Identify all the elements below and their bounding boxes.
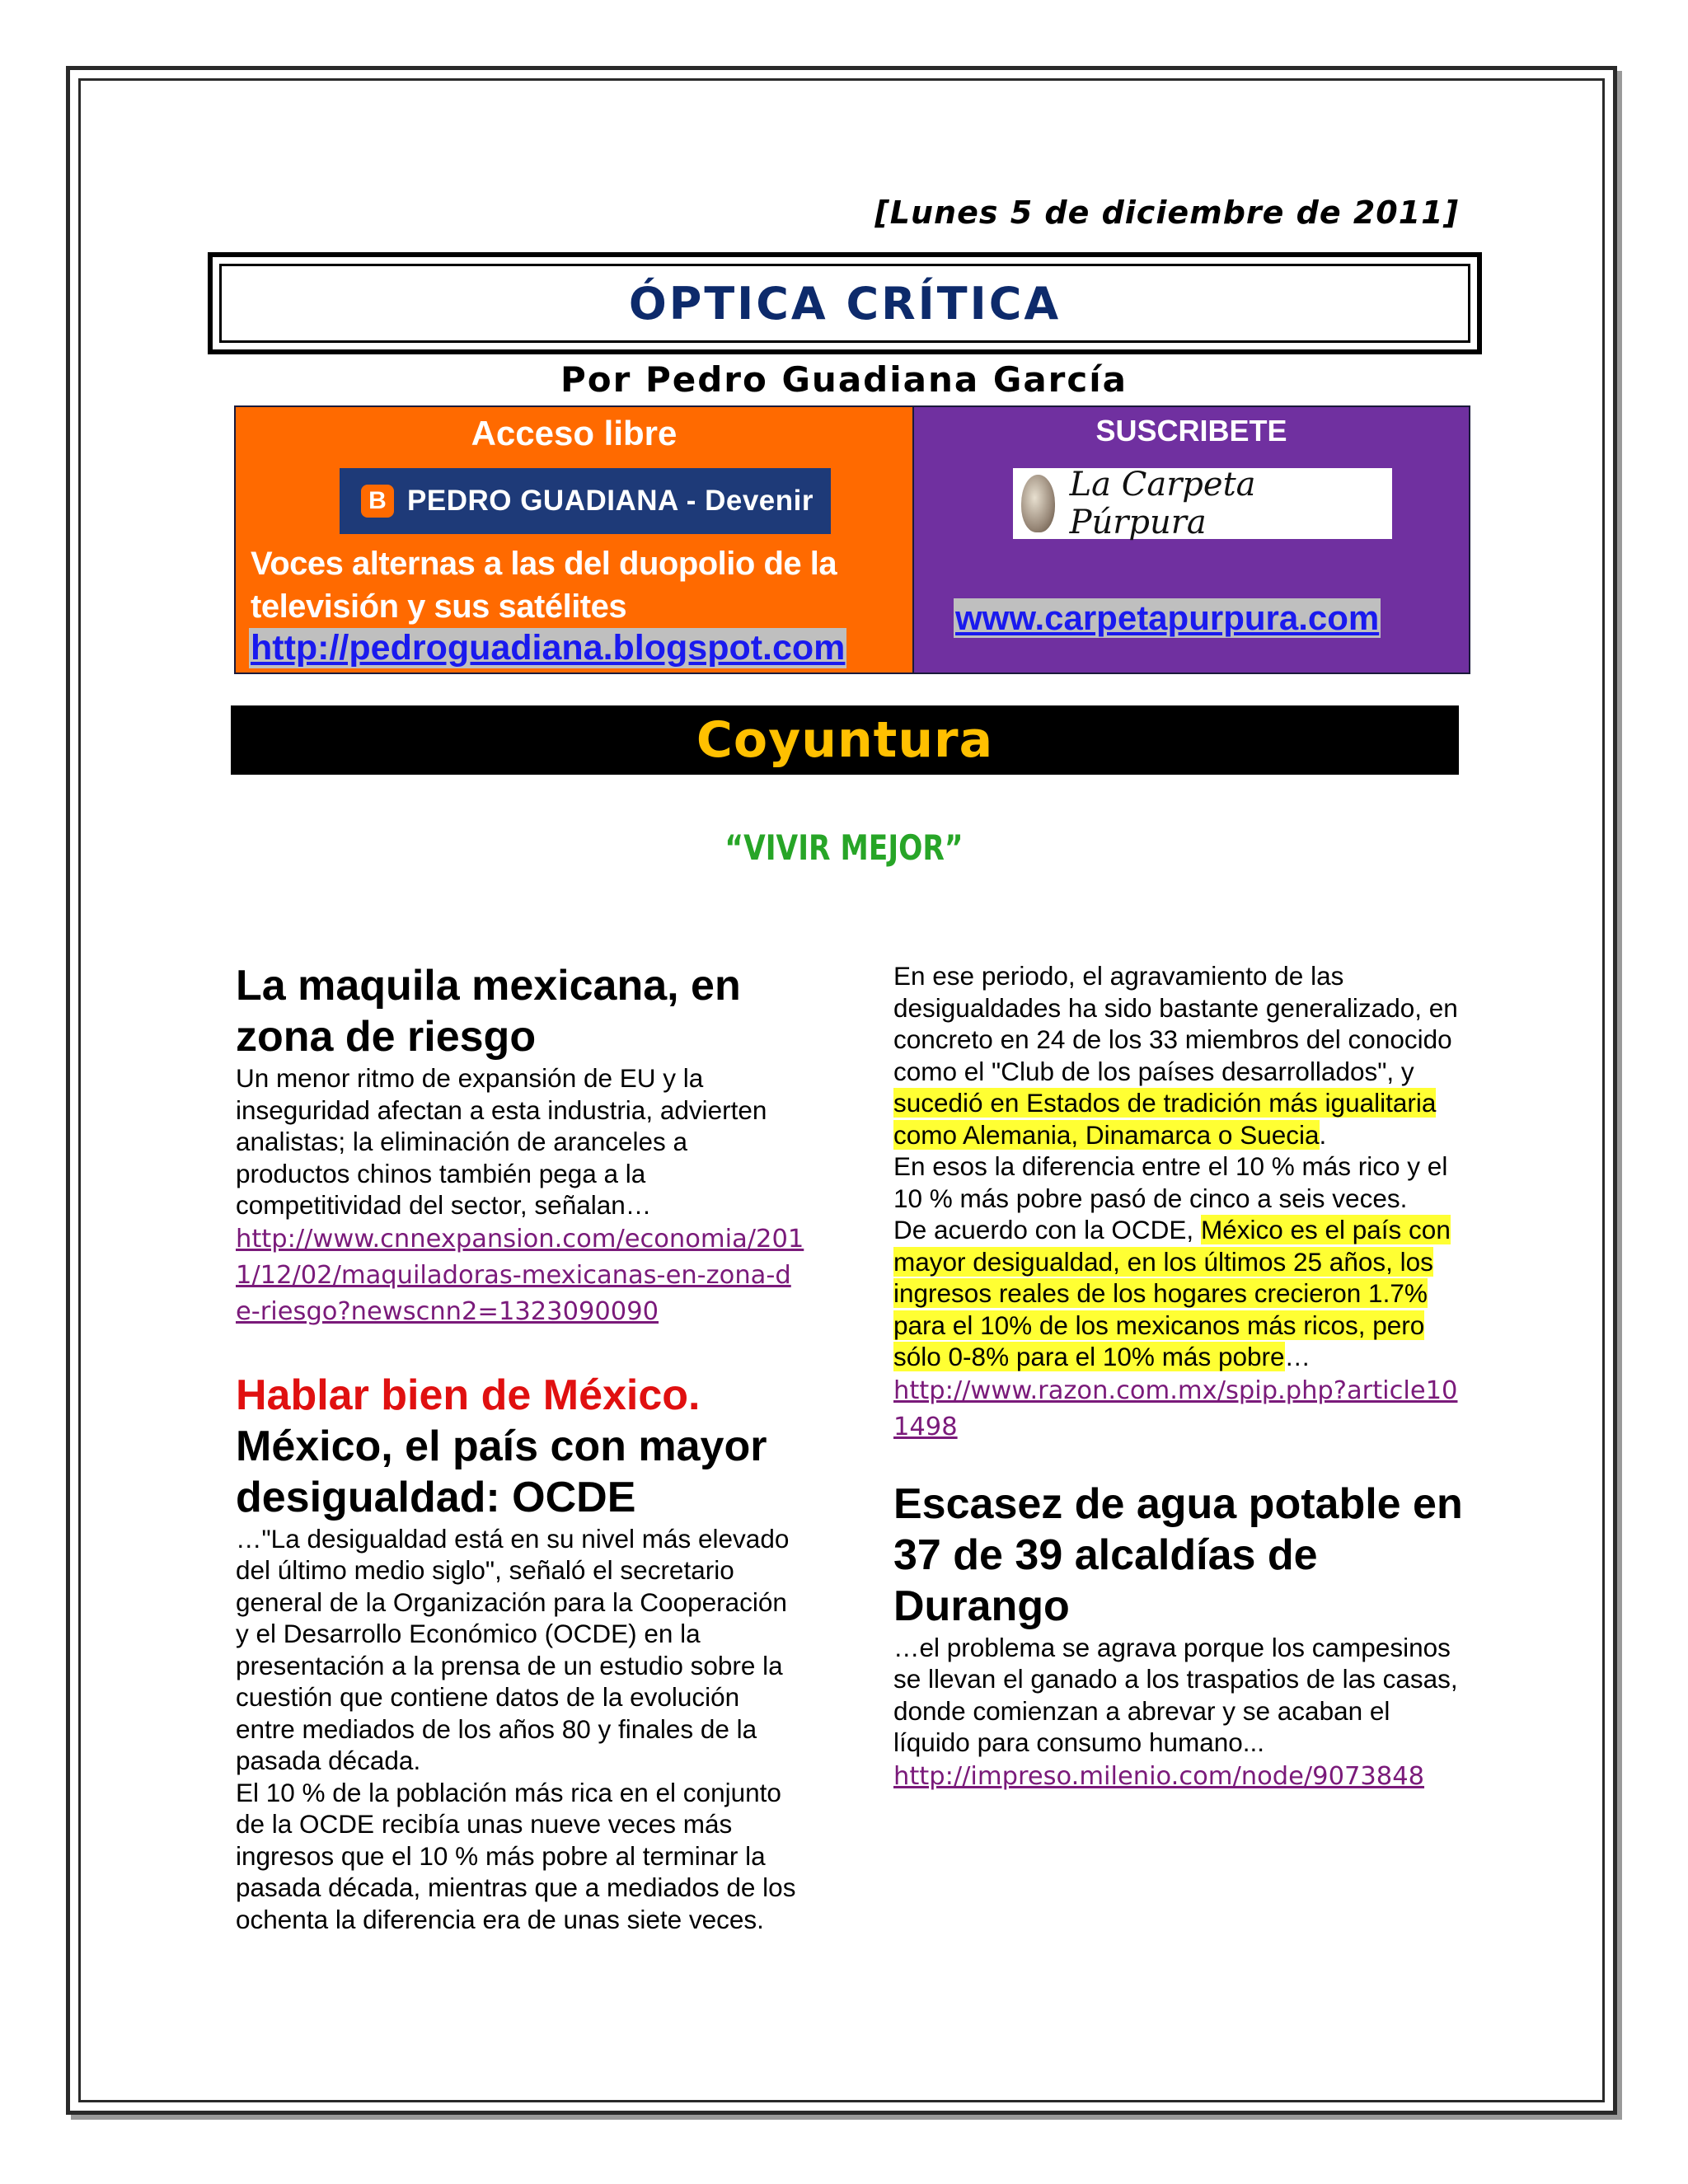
agua-body: …el problema se agrava porque los campesinos se llevan el ganado a los traspatios de las casas, donde comienzan a abrevar y se acaban el líquido para consumo humano...	[893, 1632, 1458, 1757]
left-column	[236, 960, 804, 1935]
section-subtitle: “VIVIR MEJOR”	[724, 827, 964, 868]
carpeta-link[interactable]: www.carpetapurpura.com	[955, 598, 1380, 637]
carpeta-logo-text: La Carpeta Púrpura	[1069, 466, 1256, 541]
desigualdad-headline: México, el país con mayor desigualdad: OCDE	[236, 1422, 767, 1521]
agua-link[interactable]: http://impreso.milenio.com/node/9073848	[893, 1761, 1425, 1791]
carpeta-purpura-logo[interactable]	[1013, 468, 1392, 539]
desigualdad-link[interactable]: http://www.razon.com.mx/spip.php?article101498	[893, 1376, 1458, 1441]
blogger-badge[interactable]	[340, 468, 831, 534]
desigualdad-paragraph-4: En esos la diferencia entre el 10 % más rico y el 10 % más pobre pasó de cinco a seis veces.	[893, 1151, 1448, 1213]
p3-text-b: .	[1319, 1119, 1327, 1150]
free-access-heading: Acceso libre	[471, 414, 678, 452]
p5-text-b: …	[1284, 1342, 1311, 1371]
publication-title: ÓPTICA CRÍTICA	[628, 277, 1062, 330]
p3-text-a: En ese periodo, el agravamiento de las desigualdades ha sido bastante generalizado, en concreto en 24 de los 33 miembros del conocido como el "Club de los países desarrollados", y	[893, 961, 1458, 1086]
maquila-headline: La maquila mexicana, en zona de riesgo	[236, 962, 741, 1061]
p5-text-a: De acuerdo con la OCDE,	[893, 1215, 1201, 1244]
desigualdad-paragraph-2: El 10 % de la población más rica en el conjunto de la OCDE recibía unas nueve veces más ingresos que el 10 % más pobre al terminar la pasada década, mientras que a mediados de los ochenta la diferencia era de unas siete veces.	[236, 1777, 796, 1934]
promo-tagline: Voces alternas a las del duopolio de la televisión y sus satélites	[251, 546, 837, 625]
promo-subscribe	[914, 407, 1469, 673]
title-box	[208, 252, 1482, 354]
blogger-icon: B	[361, 485, 394, 518]
blog-link[interactable]: http://pedroguadiana.blogspot.com	[251, 628, 846, 668]
section-bar	[231, 705, 1459, 775]
desigualdad-kicker: Hablar bien de México.	[236, 1371, 701, 1419]
agua-headline: Escasez de agua potable en 37 de 39 alcaldías de Durango	[893, 1479, 1463, 1630]
p5-highlight: México es el país con mayor desigualdad, en los últimos 25 años, los ingresos reales de los hogares crecieron 1.7% para el 10% de los mexicanos más ricos, pero sólo 0-8% para el 10% más pobre	[893, 1215, 1451, 1371]
shell-icon	[1021, 475, 1055, 532]
blogger-badge-text: PEDRO GUADIANA - Devenir	[407, 485, 814, 517]
issue-date: [Lunes 5 de diciembre de 2011]	[874, 194, 1459, 231]
p3-highlight: sucedió en Estados de tradición más igualitaria como Alemania, Dinamarca o Suecia	[893, 1088, 1437, 1150]
desigualdad-paragraph-1: …"La desigualdad está en su nivel más elevado del último medio siglo", señaló el secretario general de la Organización para la Cooperación y el Desarrollo Económico (OCDE) en la presentación a la prensa de un estudio sobre la cuestión que contiene datos de la evolución entre mediados de los años 80 y finales de la pasada década.	[236, 1523, 790, 1775]
right-column	[893, 960, 1470, 1795]
promo-free-access	[236, 407, 914, 673]
section-title: Coyuntura	[696, 711, 994, 769]
promo-banner	[234, 405, 1470, 674]
maquila-body: Un menor ritmo de expansión de EU y la inseguridad afectan a esta industria, advierten analistas; la eliminación de aranceles a productos chinos también pega a la competitividad del sector, señalan…	[236, 1063, 767, 1220]
title-box-inner	[219, 264, 1470, 343]
maquila-link[interactable]: http://www.cnnexpansion.com/economia/2011/12/02/maquiladoras-mexicanas-en-zona-de-riesgo?newscnn2=1323090090	[236, 1224, 804, 1326]
subscribe-heading: SUSCRIBETE	[1095, 414, 1287, 448]
desigualdad-paragraph-3	[893, 960, 1470, 1151]
byline: Por Pedro Guadiana García	[560, 359, 1128, 400]
desigualdad-paragraph-5	[893, 1214, 1470, 1373]
